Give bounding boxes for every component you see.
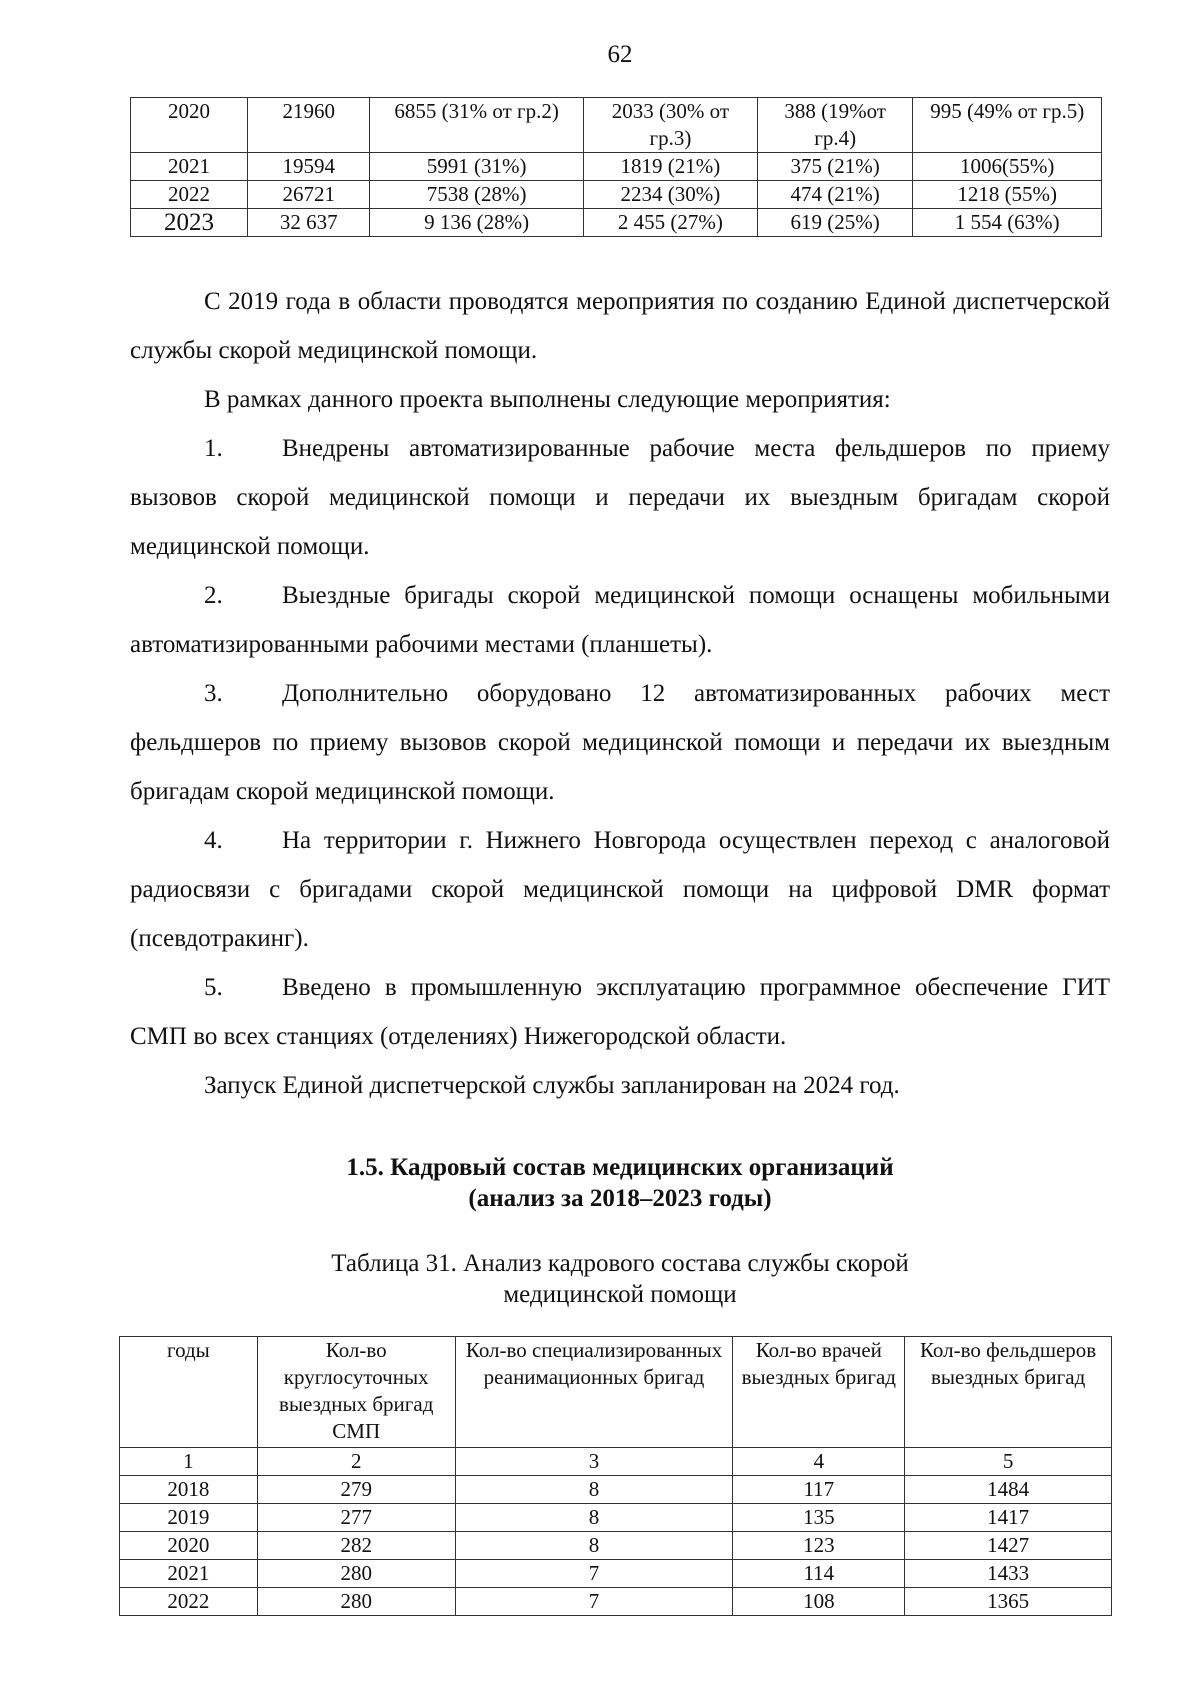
table-cell: 108 (733, 1588, 905, 1616)
table-cell: 1819 (21%) (583, 153, 757, 181)
item-number: 1. (204, 435, 223, 462)
table-cell: 7538 (28%) (370, 181, 583, 209)
table-cell: 280 (257, 1588, 455, 1616)
column-header: Кол-во фельдшеров выездных бригад (905, 1337, 1112, 1448)
table-cell: 1484 (905, 1476, 1112, 1504)
table-cell: 2018 (120, 1476, 258, 1504)
staffing-table (119, 1336, 1112, 1616)
table-cell: 7 (455, 1588, 733, 1616)
paragraph-text: С 2019 года в области проводятся мероприятия по созданию Единой диспетчерской службы скорой медицинской помощи. (130, 288, 1110, 364)
table-cell: 6855 (31% от гр.2) (370, 98, 583, 153)
table-cell: 135 (733, 1504, 905, 1532)
table-cell: 375 (21%) (757, 153, 912, 181)
table-cell: 117 (733, 1476, 905, 1504)
table-cell: 1365 (905, 1588, 1112, 1616)
section-title (130, 1152, 1110, 1214)
table-row (131, 153, 1102, 181)
table-cell: 5991 (31%) (370, 153, 583, 181)
table-cell: 1433 (905, 1560, 1112, 1588)
table-cell: 9 136 (28%) (370, 209, 583, 237)
paragraph-text: Запуск Единой диспетчерской службы запланирован на 2024 год. (204, 1072, 900, 1099)
numbered-item (130, 424, 1110, 571)
table-cell: 7 (455, 1560, 733, 1588)
table-cell: 32 637 (248, 209, 370, 237)
table-cell: 2020 (131, 98, 248, 153)
body-text (130, 277, 1110, 1110)
table-cell: 2023 (131, 209, 248, 237)
column-number: 2 (257, 1448, 455, 1476)
section-title-line-1: 1.5. Кадровый состав медицинских организаций (346, 1154, 894, 1181)
column-header: годы (120, 1337, 258, 1448)
table-cell: 21960 (248, 98, 370, 153)
item-number: 2. (204, 582, 223, 609)
table-caption-line-1: Таблица 31. Анализ кадрового состава службы скорой (331, 1250, 909, 1277)
table-cell: 123 (733, 1532, 905, 1560)
column-number-row (120, 1448, 1112, 1476)
numbered-item (130, 669, 1110, 816)
table-row (120, 1560, 1112, 1588)
numbered-item (130, 963, 1110, 1061)
table-cell: 2033 (30% от гр.3) (583, 98, 757, 153)
table-cell: 474 (21%) (757, 181, 912, 209)
table-cell: 1417 (905, 1504, 1112, 1532)
paragraph-text: В рамках данного проекта выполнены следующие мероприятия: (204, 386, 891, 413)
page-number: 62 (607, 41, 633, 68)
table-cell: 8 (455, 1532, 733, 1560)
column-header: Кол-во круглосуточных выездных бригад СМП (257, 1337, 455, 1448)
table-cell: 2021 (131, 153, 248, 181)
table-cell: 1218 (55%) (913, 181, 1102, 209)
column-number: 5 (905, 1448, 1112, 1476)
paragraph-text: Дополнительно оборудовано 12 автоматизированных рабочих мест фельдшеров по приему вызовов скорой медицинской помощи и передачи их выездным бригадам скорой медицинской помощи. (130, 680, 1110, 805)
paragraph (130, 1061, 1110, 1110)
staffing-table-body (120, 1337, 1112, 1616)
numbered-item (130, 571, 1110, 669)
table-cell: 8 (455, 1504, 733, 1532)
table-row (120, 1532, 1112, 1560)
item-number: 5. (204, 974, 223, 1001)
table-row (120, 1504, 1112, 1532)
item-number: 3. (204, 680, 223, 707)
top-table-body (131, 98, 1102, 237)
item-number: 4. (204, 827, 223, 854)
column-number: 3 (455, 1448, 733, 1476)
table-cell: 114 (733, 1560, 905, 1588)
column-number: 1 (120, 1448, 258, 1476)
table-cell: 2019 (120, 1504, 258, 1532)
table-row (120, 1588, 1112, 1616)
table-cell: 619 (25%) (757, 209, 912, 237)
header-row (120, 1337, 1112, 1448)
column-header: Кол-во врачей выездных бригад (733, 1337, 905, 1448)
table-caption-line-2: медицинской помощи (503, 1281, 737, 1308)
paragraph-text: Введено в промышленную эксплуатацию программное обеспечение ГИТ СМП во всех станциях (отделениях) Нижегородской области. (130, 974, 1110, 1050)
paragraph (130, 277, 1110, 375)
table-cell: 19594 (248, 153, 370, 181)
paragraph (130, 375, 1110, 424)
table-cell: 2020 (120, 1532, 258, 1560)
table-cell: 2234 (30%) (583, 181, 757, 209)
table-cell: 1 554 (63%) (913, 209, 1102, 237)
table-cell: 388 (19%от гр.4) (757, 98, 912, 153)
table-cell: 8 (455, 1476, 733, 1504)
table-row (131, 209, 1102, 237)
paragraph-text: Внедрены автоматизированные рабочие места фельдшеров по приему вызовов скорой медицинской помощи и передачи их выездным бригадам скорой медицинской помощи. (130, 435, 1110, 560)
paragraph-text: На территории г. Нижнего Новгорода осуществлен переход с аналоговой радиосвязи с бригадами скорой медицинской помощи на цифровой DMR формат (псевдотракинг). (130, 827, 1110, 952)
table-row (131, 98, 1102, 153)
table-caption (130, 1248, 1110, 1310)
numbered-item (130, 816, 1110, 963)
table-cell: 1427 (905, 1532, 1112, 1560)
table-cell: 995 (49% от гр.5) (913, 98, 1102, 153)
table-cell: 1006(55%) (913, 153, 1102, 181)
table-cell: 280 (257, 1560, 455, 1588)
table-row (120, 1476, 1112, 1504)
top-table (130, 97, 1102, 237)
table-row (131, 181, 1102, 209)
table-cell: 277 (257, 1504, 455, 1532)
paragraph-text: Выездные бригады скорой медицинской помощи оснащены мобильными автоматизированными рабочими местами (планшеты). (130, 582, 1110, 658)
table-cell: 2 455 (27%) (583, 209, 757, 237)
section-title-line-2: (анализ за 2018–2023 годы) (468, 1185, 772, 1212)
table-cell: 2022 (120, 1588, 258, 1616)
column-number: 4 (733, 1448, 905, 1476)
table-cell: 279 (257, 1476, 455, 1504)
table-cell: 282 (257, 1532, 455, 1560)
column-header: Кол-во специализированных реанимационных бригад (455, 1337, 733, 1448)
table-cell: 26721 (248, 181, 370, 209)
table-cell: 2021 (120, 1560, 258, 1588)
table-cell: 2022 (131, 181, 248, 209)
